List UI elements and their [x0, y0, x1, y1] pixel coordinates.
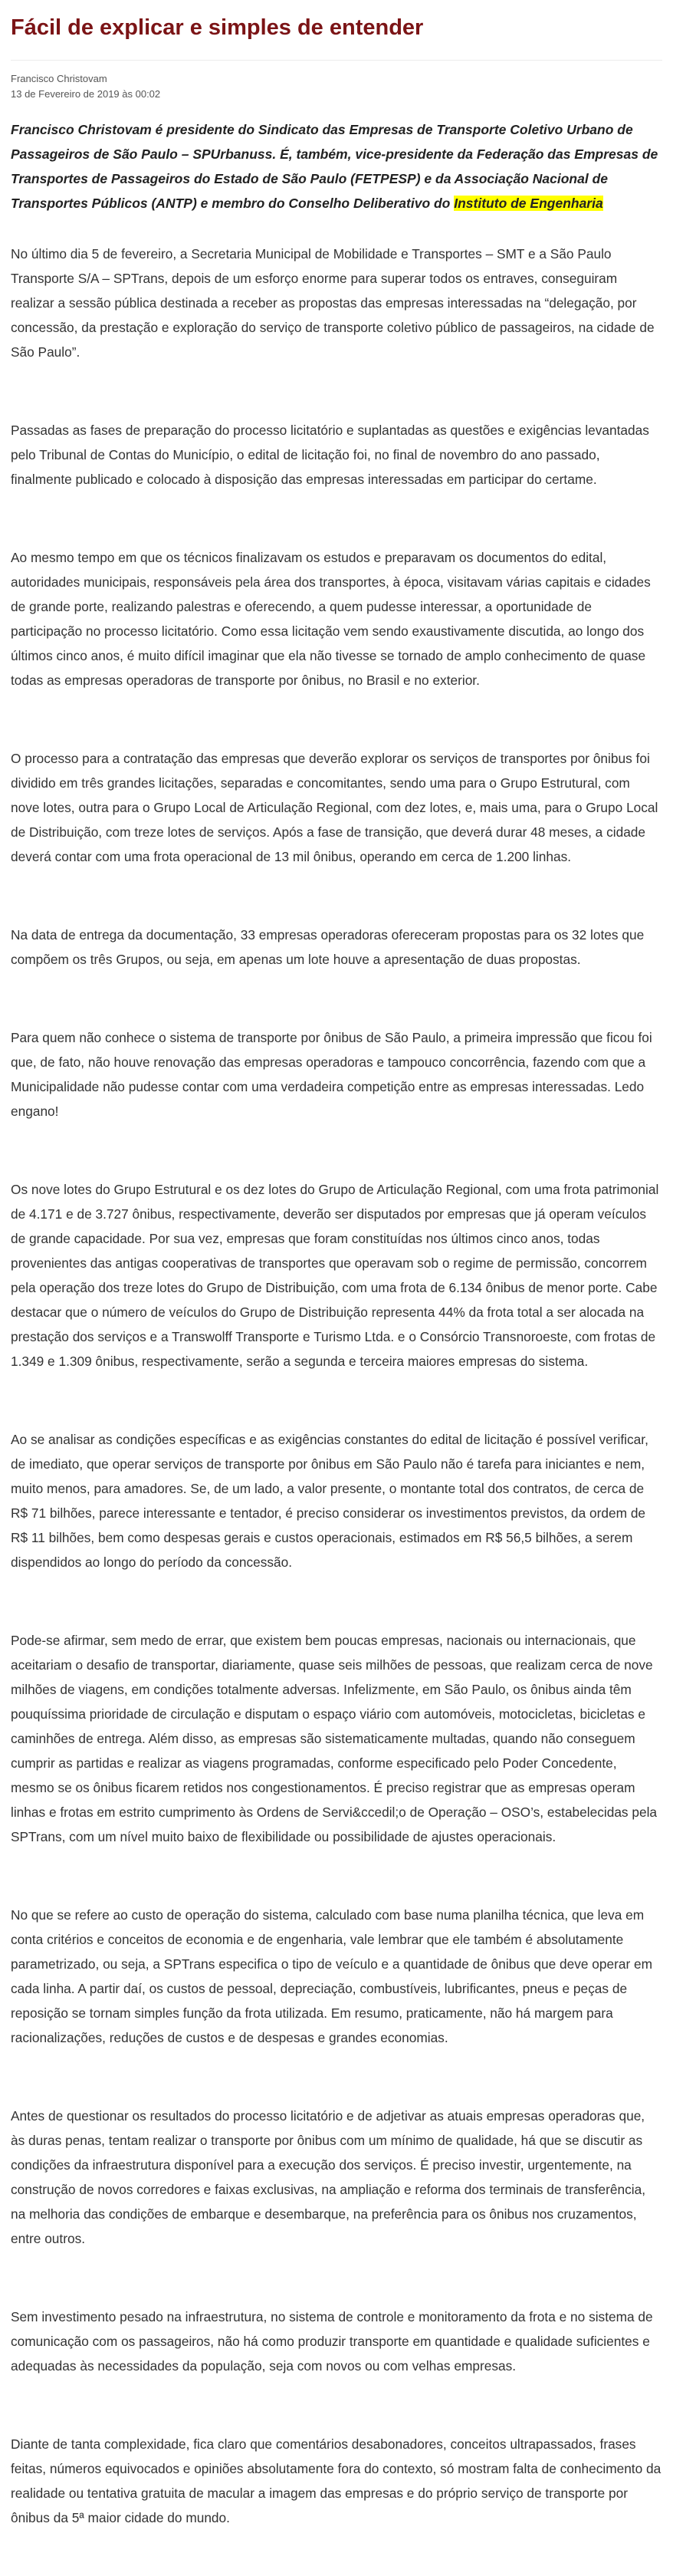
highlighted-institute-name: Instituto de Engenharia	[454, 196, 603, 211]
article-paragraph: Passadas as fases de preparação do processo licitatório e suplantadas as questões e exigências levantadas pelo Tribunal de Contas do Município, o edital de licitação foi, no final de novembro do ano passado, finalmente publicado e colocado à disposição das empresas interessadas em participar do certame.	[11, 423, 649, 487]
author-name: Francisco Christovam	[11, 73, 107, 84]
article-paragraph: O processo para a contratação das empresas que deverão explorar os serviços de transportes por ônibus foi dividido em três grandes licitações, separadas e concomitantes, sendo uma para o Grupo Estrutural, com nove lotes, outra para o Grupo Local de Articulação Regional, com dez lotes, e, mais uma, para o Grupo Local de Distribuição, com treze lotes de serviços. Após a fase de transição, que deverá durar 48 meses, a cidade deverá contar com uma frota operacional de 13 mil ônibus, operando em cerca de 1.200 linhas.	[11, 751, 658, 864]
author-bio-text: Francisco Christovam é presidente do Sindicato das Empresas de Transporte Coletivo Urbano de Passageiros de São Paulo – SPUrbanuss. É, também, vice-presidente da Federação das Empresas de Transportes de Passageiros do Estado de São Paulo (FETPESP) e da Associação Nacional de Transportes Públicos (ANTP) e membro do Conselho Deliberativo do	[11, 122, 658, 211]
article-body	[11, 215, 662, 2530]
article-paragraph: Sem investimento pesado na infraestrutura, no sistema de controle e monitoramento da frota e no sistema de comunicação com os passageiros, não há como produzir transporte em quantidade e qualidade suficientes e adequadas às necessidades da população, seja com novos ou com velhas empresas.	[11, 2309, 653, 2374]
article-paragraph: Pode-se afirmar, sem medo de errar, que existem bem poucas empresas, nacionais ou internacionais, que aceitariam o desafio de transportar, diariamente, quase seis milhões de pessoas, que realizam cerca de nove milhões de viagens, em condições totalmente adversas. Infelizmente, em São Paulo, os ônibus ainda têm pouquíssima prioridade de circulação e disputam o espaço viário com automóveis, motocicletas, bicicletas e caminhões de entrega. Além disso, as empresas são sistematicamente multadas, quando não conseguem cumprir as partidas e realizar as viagens programadas, conforme especificado pelo Poder Concedente, mesmo se os ônibus ficarem retidos nos congestionamentos. É preciso registrar que as empresas operam linhas e frotas em estrito cumprimento às Ordens de Servi&ccedil;o de Operação – OSO’s, estabelecidas pela SPTrans, com um nível muito baixo de flexibilidade ou possibilidade de ajustes operacionais.	[11, 1633, 658, 1844]
article-paragraph: Os nove lotes do Grupo Estrutural e os dez lotes do Grupo de Articulação Regional, com uma frota patrimonial de 4.171 e de 3.727 ônibus, respectivamente, deverão ser disputados por empresas que já operam veículos de grande capacidade. Por sua vez, empresas que foram constituídas nos últimos cinco anos, todas provenientes das antigas cooperativas de transportes que operavam sob o regime de permissão, concorrem pela operação dos treze lotes do Grupo de Distribuição, com uma frota de 6.134 ônibus de menor porte. Cabe destacar que o número de veículos do Grupo de Distribuição representa 44% da frota total a ser alocada na prestação dos serviços e a Transwolff Transporte e Turismo Ltda. e o Consórcio Transnoroeste, com frotas de 1.349 e 1.309 ônibus, respectivamente, serão a segunda e terceira maiores empresas do sistema.	[11, 1182, 659, 1369]
article-paragraph: Ao se analisar as condições específicas e as exigências constantes do edital de licitação é possível verificar, de imediato, que operar serviços de transporte por ônibus em São Paulo não é tarefa para iniciantes e nem, muito menos, para amadores. Se, de um lado, a valor presente, o montante total dos contratos, de cerca de R$ 71 bilhões, parece interessante e tentador, é preciso considerar os investimentos previstos, da ordem de R$ 11 bilhões, bem como despesas gerais e custos operacionais, estimados em R$ 56,5 bilhões, a serem dispendidos ao longo do período da concessão.	[11, 1432, 648, 1570]
article-paragraph: Antes de questionar os resultados do processo licitatório e de adjetivar as atuais empresas operadoras que, às duras penas, tentam realizar o transporte por ônibus com um mínimo de qualidade, há que se discutir as condições da infraestrutura disponível para a execução dos serviços. É preciso investir, urgentemente, na construção de novos corredores e faixas exclusivas, na ampliação e reforma dos terminais de transferência, na melhoria das condições de embarque e desembarque, na preferência para os ônibus nos cruzamentos, entre outros.	[11, 2108, 645, 2246]
article-paragraph: Diante de tanta complexidade, fica claro que comentários desabonadores, conceitos ultrapassados, frases feitas, números equivocados e opiniões absolutamente fora do contexto, só mostram falta de conhecimento da realidade ou tentativa gratuita de macular a imagem das empresas e do próprio serviço de transporte por ônibus da 5ª maior cidade do mundo.	[11, 2436, 662, 2525]
article-paragraph: Para quem não conhece o sistema de transporte por ônibus de São Paulo, a primeira impressão que ficou foi que, de fato, não houve renovação das empresas operadoras e tampouco concorrência, fazendo com que a Municipalidade não pudesse contar com uma verdadeira competição entre as empresas interessadas. Ledo engano!	[11, 1030, 652, 1119]
article-paragraph: No que se refere ao custo de operação do sistema, calculado com base numa planilha técnica, que leva em conta critérios e conceitos de economia e de engenharia, vale lembrar que ele também é absolutamente parametrizado, ou seja, a SPTrans especifica o tipo de veículo e a quantidade de ônibus que deve operar em cada linha. A partir daí, os custos de pessoal, depreciação, combustíveis, lubrificantes, pneus e peças de reposição se tornam simples função da frota utilizada. Em resumo, praticamente, não há margem para racionalizações, reduções de custos e de despesas e grandes economias.	[11, 1907, 653, 2045]
article-title: Fácil de explicar e simples de entender	[11, 15, 424, 40]
article-paragraph: Ao mesmo tempo em que os técnicos finalizavam os estudos e preparavam os documentos do edital, autoridades municipais, responsáveis pela área dos transportes, à época, visitavam várias capitais e cidades de grande porte, realizando palestras e oferecendo, a quem pudesse interessar, a oportunidade de participação no processo licitatório. Como essa licitação vem sendo exaustivamente discutida, ao longo dos últimos cinco anos, é muito difícil imaginar que ela não tivesse se tornado de amplo conhecimento de quase todas as empresas operadoras de transporte por ônibus, no Brasil e no exterior.	[11, 550, 651, 688]
article-paragraph: Na data de entrega da documentação, 33 empresas operadoras ofereceram propostas para os 32 lotes que compõem os três Grupos, ou seja, em apenas um lote houve a apresentação de duas propostas.	[11, 927, 645, 967]
article-paragraph: No último dia 5 de fevereiro, a Secretaria Municipal de Mobilidade e Transportes – SMT e a São Paulo Transporte S/A – SPTrans, depois de um esforço enorme para superar todos os entraves, conseguiram realizar a sessão pública destinada a receber as propostas das empresas interessadas na “delegação, por concessão, da prestação e exploração do serviço de transporte coletivo público de passageiros, na cidade de São Paulo”.	[11, 246, 655, 360]
author-bio	[11, 102, 662, 215]
article-meta	[11, 61, 662, 102]
publish-date: 13 de Fevereiro de 2019 às 00:02	[11, 88, 161, 100]
